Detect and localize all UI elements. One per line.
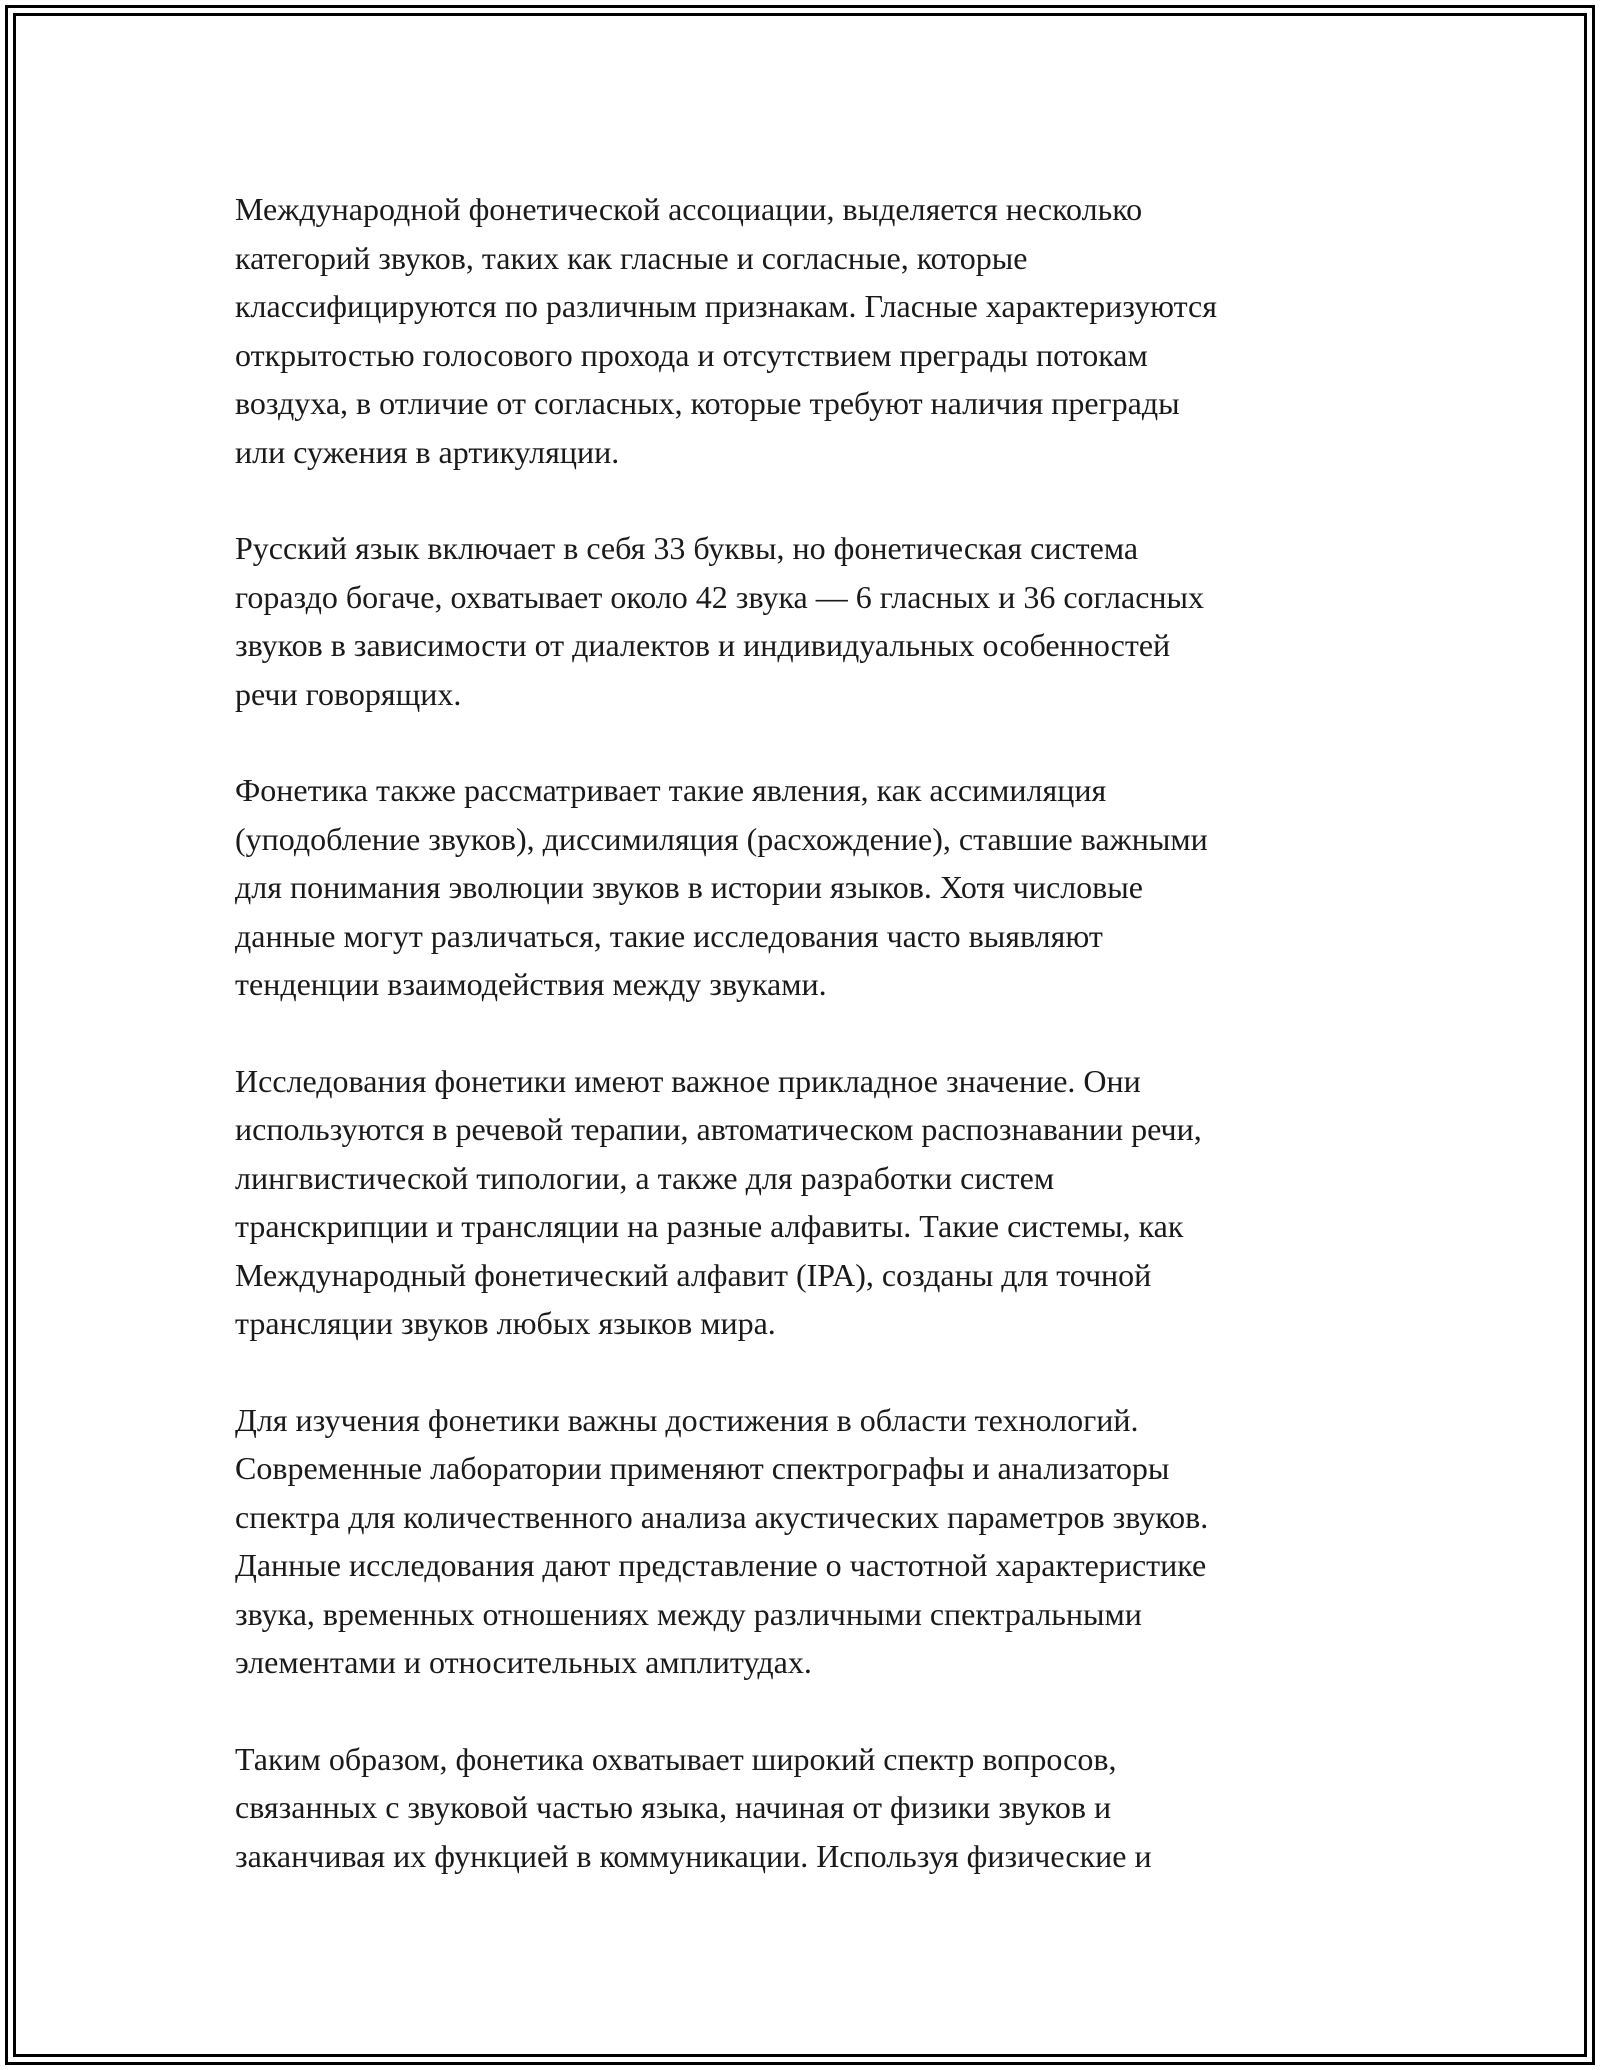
text-line: связанных с звуковой частью языка, начиная от физики звуков и xyxy=(235,1789,1112,1825)
text-line: трансляции звуков любых языков мира. xyxy=(235,1305,776,1341)
text-line: воздуха, в отличие от согласных, которые требуют наличия преграды xyxy=(235,385,1180,421)
text-line: элементами и относительных амплитудах. xyxy=(235,1644,812,1680)
document-body xyxy=(235,185,1395,1928)
text-line: заканчивая их функцией в коммуникации. Используя физические и xyxy=(235,1837,1152,1874)
text-line: данные могут различаться, такие исследования часто выявляют xyxy=(235,917,1103,954)
text-line: спектра для количественного анализа акустических параметров звуков. xyxy=(235,1498,1209,1535)
text-line: речи говорящих. xyxy=(235,675,462,712)
paragraph-applied-research xyxy=(235,1057,1395,1348)
text-line: Исследования фонетики имеют важное прикладное значение. Они xyxy=(235,1062,1141,1099)
text-line: Русский язык включает в себя 33 буквы, но фонетическая система xyxy=(235,530,1139,566)
text-line: (уподобление звуков), диссимиляция (расхождение), ставшие важными xyxy=(235,820,1208,857)
text-line: Современные лаборатории применяют спектрографы и анализаторы xyxy=(235,1450,1170,1486)
text-line: для понимания эволюции звуков в истории языков. Хотя числовые xyxy=(235,869,1143,905)
text-line: транскрипции и трансляции на разные алфавиты. Такие системы, как xyxy=(235,1208,1184,1244)
paragraph-russian-sounds xyxy=(235,524,1395,718)
text-line: Фонетика также рассматривает такие явления, как ассимиляция xyxy=(235,772,1107,808)
paragraph-ipa-categories xyxy=(235,185,1395,476)
text-line: используются в речевой терапии, автоматическом распознавании речи, xyxy=(235,1111,1202,1147)
paragraph-technology xyxy=(235,1396,1395,1687)
text-line: Международной фонетической ассоциации, выделяется несколько xyxy=(235,191,1143,227)
text-line: Международный фонетический алфавит (IPA), созданы для точной xyxy=(235,1256,1152,1293)
text-line: открытостью голосового прохода и отсутствием преграды потокам xyxy=(235,336,1148,373)
text-line: Данные исследования дают представление о частотной характеристике xyxy=(235,1547,1207,1583)
text-line: категорий звуков, таких как гласные и согласные, которые xyxy=(235,239,1028,276)
text-line: Для изучения фонетики важны достижения в области технологий. xyxy=(235,1401,1139,1438)
text-line: звуков в зависимости от диалектов и индивидуальных особенностей xyxy=(235,627,1171,663)
text-line: звука, временных отношениях между различными спектральными xyxy=(235,1595,1142,1632)
text-line: классифицируются по различным признакам. Гласные характеризуются xyxy=(235,288,1217,324)
paragraph-assimilation xyxy=(235,766,1395,1009)
text-line: гораздо богаче, охватывает около 42 звука — 6 гласных и 36 согласных xyxy=(235,578,1205,615)
paragraph-conclusion xyxy=(235,1735,1395,1881)
text-line: лингвистической типологии, а также для разработки систем xyxy=(235,1159,1055,1196)
text-line: Таким образом, фонетика охватывает широкий спектр вопросов, xyxy=(235,1740,1117,1777)
text-line: или сужения в артикуляции. xyxy=(235,433,620,470)
text-line: тенденции взаимодействия между звуками. xyxy=(235,966,827,1002)
